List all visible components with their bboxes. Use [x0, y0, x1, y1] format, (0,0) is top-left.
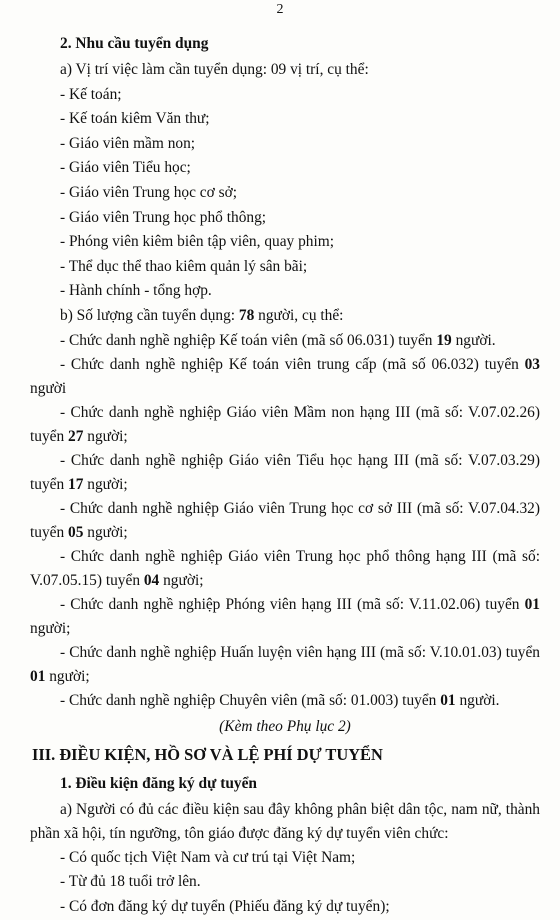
position-item: - Phóng viên kiêm biên tập viên, quay phim;: [60, 233, 334, 251]
quota-unit: người.: [455, 692, 500, 710]
quota-list: [30, 329, 540, 714]
quota-text: - Chức danh nghề nghiệp Kế toán viên (mã số 06.031) tuyển: [60, 331, 437, 349]
quota-count: 03: [524, 356, 540, 374]
position-item: - Giáo viên Tiểu học;: [60, 159, 191, 177]
positions-list: [30, 83, 540, 304]
quota-count: 04: [143, 572, 160, 590]
quota-text: - Chức danh nghề nghiệp Giáo viên Mầm non hạng III (mã số: V.07.02.26) tuyển: [30, 404, 540, 446]
appendix-note: (Kèm theo Phụ lục 2): [219, 717, 351, 735]
quantity-total: 78: [238, 306, 255, 324]
section-3-title: III. ĐIỀU KIỆN, HỒ SƠ VÀ LỆ PHÍ DỰ TUYỂN: [32, 744, 383, 764]
quota-unit: người.: [451, 331, 496, 349]
quota-text: - Chức danh nghề nghiệp Giáo viên Trung học cơ sở III (mã số: V.07.04.32) tuyển: [30, 500, 540, 542]
quota-count: 19: [436, 331, 452, 349]
condition-item: - Có quốc tịch Việt Nam và cư trú tại Việt Nam;: [60, 848, 356, 866]
quota-item: [30, 449, 540, 497]
quota-count: 05: [68, 524, 84, 542]
quantity-intro-post: người, cụ thể:: [254, 306, 344, 324]
section-2-title: 2. Nhu cầu tuyển dụng: [60, 35, 209, 52]
quota-count: 01: [30, 668, 46, 686]
quota-item: [30, 401, 540, 449]
quota-count: 27: [68, 428, 84, 446]
quota-item: [30, 545, 540, 593]
quota-item: [30, 353, 540, 401]
quantity-intro-pre: b) Số lượng cần tuyển dụng:: [60, 306, 239, 324]
quota-unit: người;: [83, 476, 128, 494]
quota-unit: người;: [45, 668, 90, 686]
quota-item: [30, 689, 540, 714]
condition-item: - Từ đủ 18 tuổi trở lên.: [60, 873, 201, 891]
quota-unit: người;: [83, 428, 128, 446]
condition-item: - Có đơn đăng ký dự tuyển (Phiếu đăng ký dự tuyển);: [60, 897, 390, 915]
quota-text: - Chức danh nghề nghiệp Kế toán viên trung cấp (mã số 06.032) tuyển: [60, 356, 525, 374]
conditions-intro: a) Người có đủ các điều kiện sau đây không phân biệt dân tộc, nam nữ, thành phần xã hội, tín ngưỡng, tôn giáo được đăng ký dự tuyển viên chức:: [30, 800, 540, 842]
quota-text: - Chức danh nghề nghiệp Giáo viên Tiểu học hạng III (mã số: V.07.03.29) tuyển: [30, 452, 540, 494]
position-item: - Giáo viên Trung học cơ sở;: [60, 183, 238, 201]
quota-text: - Chức danh nghề nghiệp Phóng viên hạng III (mã số: V.11.02.06) tuyển: [60, 596, 525, 614]
quota-item: [30, 329, 540, 354]
quota-text: - Chức danh nghề nghiệp Huấn luyện viên hạng III (mã số: V.10.01.03) tuyển: [60, 644, 540, 662]
quota-count: 01: [524, 596, 540, 614]
quota-text: - Chức danh nghề nghiệp Chuyên viên (mã số: 01.003) tuyển: [60, 692, 441, 710]
positions-intro: a) Vị trí việc làm cần tuyển dụng: 09 vị trí, cụ thể:: [60, 61, 369, 78]
position-item: - Giáo viên mầm non;: [60, 134, 196, 152]
quota-text: - Chức danh nghề nghiệp Giáo viên Trung học phổ thông hạng III (mã số: V.07.05.15) tuyển: [30, 548, 540, 590]
quota-item: [30, 641, 540, 689]
quota-unit: người;: [30, 620, 71, 638]
position-item: - Giáo viên Trung học phổ thông;: [60, 208, 267, 226]
conditions-list: [30, 846, 540, 920]
quota-unit: người: [30, 380, 67, 398]
position-item: - Thể dục thể thao kiêm quản lý sân bãi;: [60, 257, 308, 275]
quota-item: [30, 593, 540, 641]
quota-count: 01: [440, 692, 456, 710]
quantity-intro: [30, 304, 540, 329]
position-item: - Kế toán kiêm Văn thư;: [60, 110, 210, 128]
quota-unit: người;: [159, 572, 204, 590]
quota-item: [30, 497, 540, 545]
subsection-1-title: 1. Điều kiện đăng ký dự tuyển: [60, 774, 257, 792]
position-item: - Hành chính - tổng hợp.: [60, 282, 212, 300]
quota-count: 17: [68, 476, 84, 494]
document-body: [30, 30, 540, 920]
quota-unit: người;: [83, 524, 128, 542]
position-item: - Kế toán;: [60, 85, 122, 103]
page-number: 2: [276, 2, 284, 17]
